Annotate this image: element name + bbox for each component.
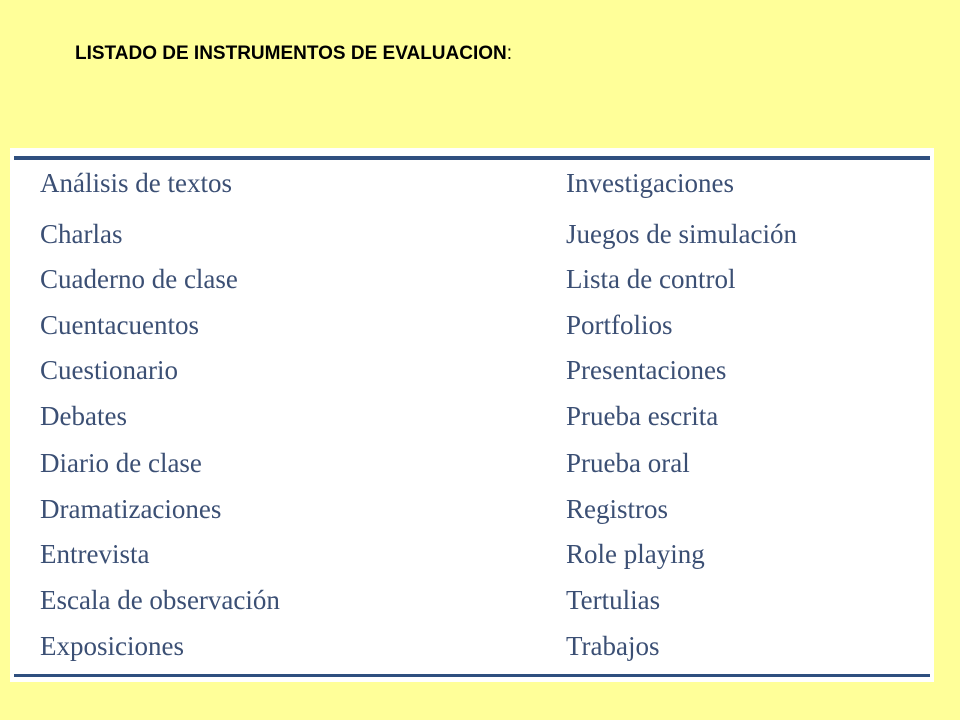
page-title-text: LISTADO DE INSTRUMENTOS DE EVALUACION xyxy=(75,43,507,64)
table-cell-left: Cuaderno de clase xyxy=(40,264,238,294)
table-cell-left: Charlas xyxy=(40,219,123,249)
table-cell-right: Tertulias xyxy=(566,585,661,615)
table-cell-right: Juegos de simulación xyxy=(566,219,797,249)
table-top-rule xyxy=(14,156,930,160)
table-cell-right: Trabajos xyxy=(566,631,660,661)
table-cell-left: Diario de clase xyxy=(40,448,202,478)
table-cell-right: Investigaciones xyxy=(566,168,734,198)
table-cell-left: Debates xyxy=(40,401,127,431)
table-cell-right: Presentaciones xyxy=(566,355,727,385)
page-title-colon: : xyxy=(506,43,513,64)
table-cell-left: Análisis de textos xyxy=(40,168,232,198)
table-cell-left: Exposiciones xyxy=(40,631,184,661)
table-cell-right: Prueba escrita xyxy=(566,401,719,431)
table-cell-left: Cuestionario xyxy=(40,355,178,385)
table-cell-right: Prueba oral xyxy=(566,448,690,478)
table-cell-left: Cuentacuentos xyxy=(40,310,199,340)
table-cell-right: Portfolios xyxy=(566,310,673,340)
table-cell-right: Lista de control xyxy=(566,264,736,294)
table-cell-left: Dramatizaciones xyxy=(40,494,222,524)
page-title xyxy=(75,43,512,65)
table-bottom-rule xyxy=(14,674,930,677)
table-cell-left: Escala de observación xyxy=(40,585,280,615)
table-cell-right: Role playing xyxy=(566,539,705,569)
table-cell-left: Entrevista xyxy=(40,539,150,569)
table-cell-right: Registros xyxy=(566,494,669,524)
